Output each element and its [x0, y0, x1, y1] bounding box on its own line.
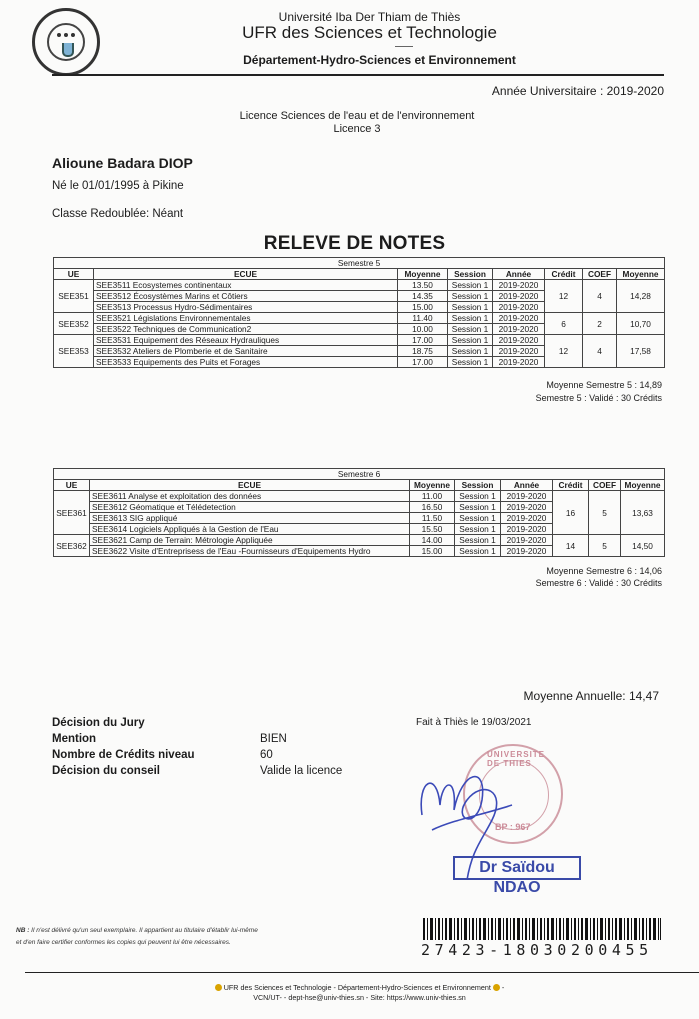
stamp-bp: BP : 967	[495, 822, 531, 832]
ecue-session: Session 1	[448, 324, 493, 335]
ecue-moyenne: 14.00	[410, 535, 455, 546]
semester-5-status: Semestre 5 : Validé : 30 Crédits	[535, 393, 662, 403]
credits-label: Nombre de Crédits niveau	[52, 749, 195, 761]
ue-moyenne: 13,63	[621, 491, 665, 535]
footer-line-2: VCN/UT- - dept-hse@univ-thies.sn - Site: https://www.univ-thies.sn	[253, 993, 466, 1002]
mention-label: Mention	[52, 733, 97, 745]
signatory-stamp: Dr Saïdou NDAO	[453, 856, 581, 880]
ecue-annee: 2019-2020	[493, 346, 545, 357]
ecue-annee: 2019-2020	[501, 502, 553, 513]
ecue-session: Session 1	[448, 291, 493, 302]
ecue-annee: 2019-2020	[501, 535, 553, 546]
department-name: Département-Hydro-Sciences et Environnement	[243, 53, 516, 67]
col-session: Session	[448, 269, 493, 280]
ecue-moyenne: 11.50	[410, 513, 455, 524]
ecue-session: Session 1	[455, 513, 501, 524]
ue-moyenne: 17,58	[617, 335, 665, 368]
footer-line-1: UFR des Sciences et Technologie - Département-Hydro-Sciences et Environnement	[223, 983, 491, 992]
ecue-session: Session 1	[448, 313, 493, 324]
ue-coef: 5	[589, 491, 621, 535]
ue-coef: 5	[589, 535, 621, 557]
ecue-name: SEE3621 Camp de Terrain: Métrologie Appliquée	[90, 535, 410, 546]
ue-coef: 4	[583, 280, 617, 313]
ue-moyenne: 10,70	[617, 313, 665, 335]
ue-credit: 14	[553, 535, 589, 557]
ecue-name: SEE3531 Equipement des Réseaux Hydrauliques	[94, 335, 398, 346]
credits-value: 60	[260, 749, 273, 761]
col-annee: Année	[501, 480, 553, 491]
ecue-moyenne: 18.75	[398, 346, 448, 357]
ecue-moyenne: 10.00	[398, 324, 448, 335]
ecue-name: SEE3532 Ateliers de Plomberie et de Sanitaire	[94, 346, 398, 357]
col-moyenne-ue: Moyenne	[621, 480, 665, 491]
ecue-name: SEE3612 Géomatique et Télédetection	[90, 502, 410, 513]
ecue-name: SEE3533 Equipements des Puits et Forages	[94, 357, 398, 368]
ecue-annee: 2019-2020	[493, 280, 545, 291]
col-credit: Crédit	[545, 269, 583, 280]
bullet-icon	[215, 984, 222, 991]
ecue-session: Session 1	[448, 280, 493, 291]
ecue-session: Session 1	[455, 535, 501, 546]
council-decision-label: Décision du conseil	[52, 765, 160, 777]
ecue-moyenne: 14.35	[398, 291, 448, 302]
col-annee: Année	[493, 269, 545, 280]
col-moyenne: Moyenne	[410, 480, 455, 491]
ecue-name: SEE3614 Logiciels Appliqués à la Gestion de l'Eau	[90, 524, 410, 535]
barcode-number: 27423-18030200455	[421, 941, 653, 959]
ecue-annee: 2019-2020	[493, 291, 545, 302]
ecue-moyenne: 17.00	[398, 357, 448, 368]
ecue-name: SEE3611 Analyse et exploitation des données	[90, 491, 410, 502]
ue-credit: 6	[545, 313, 583, 335]
semester-label: Semestre 5	[54, 258, 665, 269]
ecue-session: Session 1	[448, 346, 493, 357]
program-info	[0, 110, 699, 136]
ecue-session: Session 1	[455, 491, 501, 502]
ecue-session: Session 1	[455, 524, 501, 535]
ecue-annee: 2019-2020	[501, 546, 553, 557]
table-row	[54, 280, 665, 291]
ue-code: SEE353	[54, 335, 94, 368]
ecue-name: SEE3522 Techniques de Communication2	[94, 324, 398, 335]
semester-5-table	[53, 257, 665, 368]
footer-rule	[25, 972, 699, 973]
semester-6-average: Moyenne Semestre 6 : 14,06	[546, 566, 662, 576]
ecue-session: Session 1	[448, 335, 493, 346]
ue-code: SEE351	[54, 280, 94, 313]
program-name: Licence Sciences de l'eau et de l'environnement	[239, 110, 475, 122]
header-rule	[52, 74, 664, 76]
footer	[0, 983, 699, 1003]
stamp-text: UNIVERSITE DE THIES	[487, 750, 546, 768]
ecue-name: SEE3613 SIG appliqué	[90, 513, 410, 524]
ecue-annee: 2019-2020	[493, 357, 545, 368]
col-ue: UE	[54, 269, 94, 280]
ecue-name: SEE3622 Visite d'Entreprisess de l'Eau -Fournisseurs d'Equipements Hydro	[90, 546, 410, 557]
ecue-session: Session 1	[455, 546, 501, 557]
ecue-annee: 2019-2020	[501, 513, 553, 524]
ecue-moyenne: 11.40	[398, 313, 448, 324]
council-decision-value: Valide la licence	[260, 765, 343, 777]
ue-coef: 4	[583, 335, 617, 368]
document-title: RELEVE DE NOTES	[263, 233, 446, 254]
ue-credit: 12	[545, 280, 583, 313]
ue-credit: 12	[545, 335, 583, 368]
ecue-annee: 2019-2020	[501, 491, 553, 502]
bullet-icon	[493, 984, 500, 991]
ue-credit: 16	[553, 491, 589, 535]
table-header	[54, 480, 665, 491]
header-divider	[395, 46, 413, 47]
university-name: Université Iba Der Thiam de Thiès	[278, 10, 461, 24]
student-birth: Né le 01/01/1995 à Pikine	[52, 180, 184, 192]
ecue-moyenne: 16.50	[410, 502, 455, 513]
ue-code: SEE361	[54, 491, 90, 535]
ecue-moyenne: 13.50	[398, 280, 448, 291]
table-row	[54, 535, 665, 546]
ecue-session: Session 1	[448, 357, 493, 368]
ecue-annee: 2019-2020	[493, 335, 545, 346]
ecue-name: SEE3512 Écosystèmes Marins et Côtiers	[94, 291, 398, 302]
ufr-name: UFR des Sciences et Technologie	[242, 23, 497, 42]
ecue-annee: 2019-2020	[493, 324, 545, 335]
note-line-1: Il n'est délivré qu'un seul exemplaire. Il appartient au titulaire d'établir lui-même	[31, 927, 258, 934]
col-ecue: ECUE	[90, 480, 410, 491]
jury-decision-label: Décision du Jury	[52, 717, 145, 729]
place-date: Fait à Thiès le 19/03/2021	[416, 717, 532, 728]
ecue-name: SEE3511 Ecosystemes continentaux	[94, 280, 398, 291]
table-row	[54, 335, 665, 346]
ue-moyenne: 14,50	[621, 535, 665, 557]
disclaimer-note	[16, 925, 258, 949]
ue-moyenne: 14,28	[617, 280, 665, 313]
footer-line-1-suffix: -	[501, 983, 505, 992]
table-row	[54, 491, 665, 502]
barcode-icon	[423, 918, 661, 940]
col-credit: Crédit	[553, 480, 589, 491]
ecue-moyenne: 17.00	[398, 335, 448, 346]
mention-value: BIEN	[260, 733, 287, 745]
program-level: Licence 3	[333, 123, 381, 135]
ecue-moyenne: 15.50	[410, 524, 455, 535]
repeated-class: Classe Redoublée: Néant	[52, 208, 184, 220]
note-label: NB :	[16, 927, 30, 934]
ue-coef: 2	[583, 313, 617, 335]
semester-5-average: Moyenne Semestre 5 : 14,89	[546, 380, 662, 390]
col-coef: COEF	[589, 480, 621, 491]
table-header	[54, 269, 665, 280]
ecue-name: SEE3513 Processus Hydro-Sédimentaires	[94, 302, 398, 313]
col-ecue: ECUE	[94, 269, 398, 280]
semester-6-table	[53, 468, 665, 557]
ecue-moyenne: 15.00	[398, 302, 448, 313]
ecue-session: Session 1	[448, 302, 493, 313]
ue-code: SEE352	[54, 313, 94, 335]
semester-6-status: Semestre 6 : Validé : 30 Crédits	[535, 578, 662, 588]
ecue-name: SEE3521 Législations Environnementales	[94, 313, 398, 324]
ecue-session: Session 1	[455, 502, 501, 513]
ue-code: SEE362	[54, 535, 90, 557]
annual-average: Moyenne Annuelle: 14,47	[523, 689, 659, 703]
academic-year: Année Universitaire : 2019-2020	[491, 84, 664, 98]
ecue-annee: 2019-2020	[493, 313, 545, 324]
col-moyenne: Moyenne	[398, 269, 448, 280]
col-session: Session	[455, 480, 501, 491]
col-coef: COEF	[583, 269, 617, 280]
semester-label: Semestre 6	[54, 469, 665, 480]
note-line-2: et d'en faire certifier conformes les copies qui peuvent lui être nécessaires.	[16, 939, 231, 946]
ecue-annee: 2019-2020	[501, 524, 553, 535]
ecue-moyenne: 11.00	[410, 491, 455, 502]
col-ue: UE	[54, 480, 90, 491]
col-moyenne-ue: Moyenne	[617, 269, 665, 280]
ecue-annee: 2019-2020	[493, 302, 545, 313]
table-row	[54, 313, 665, 324]
student-name: Alioune Badara DIOP	[52, 155, 193, 171]
ecue-moyenne: 15.00	[410, 546, 455, 557]
